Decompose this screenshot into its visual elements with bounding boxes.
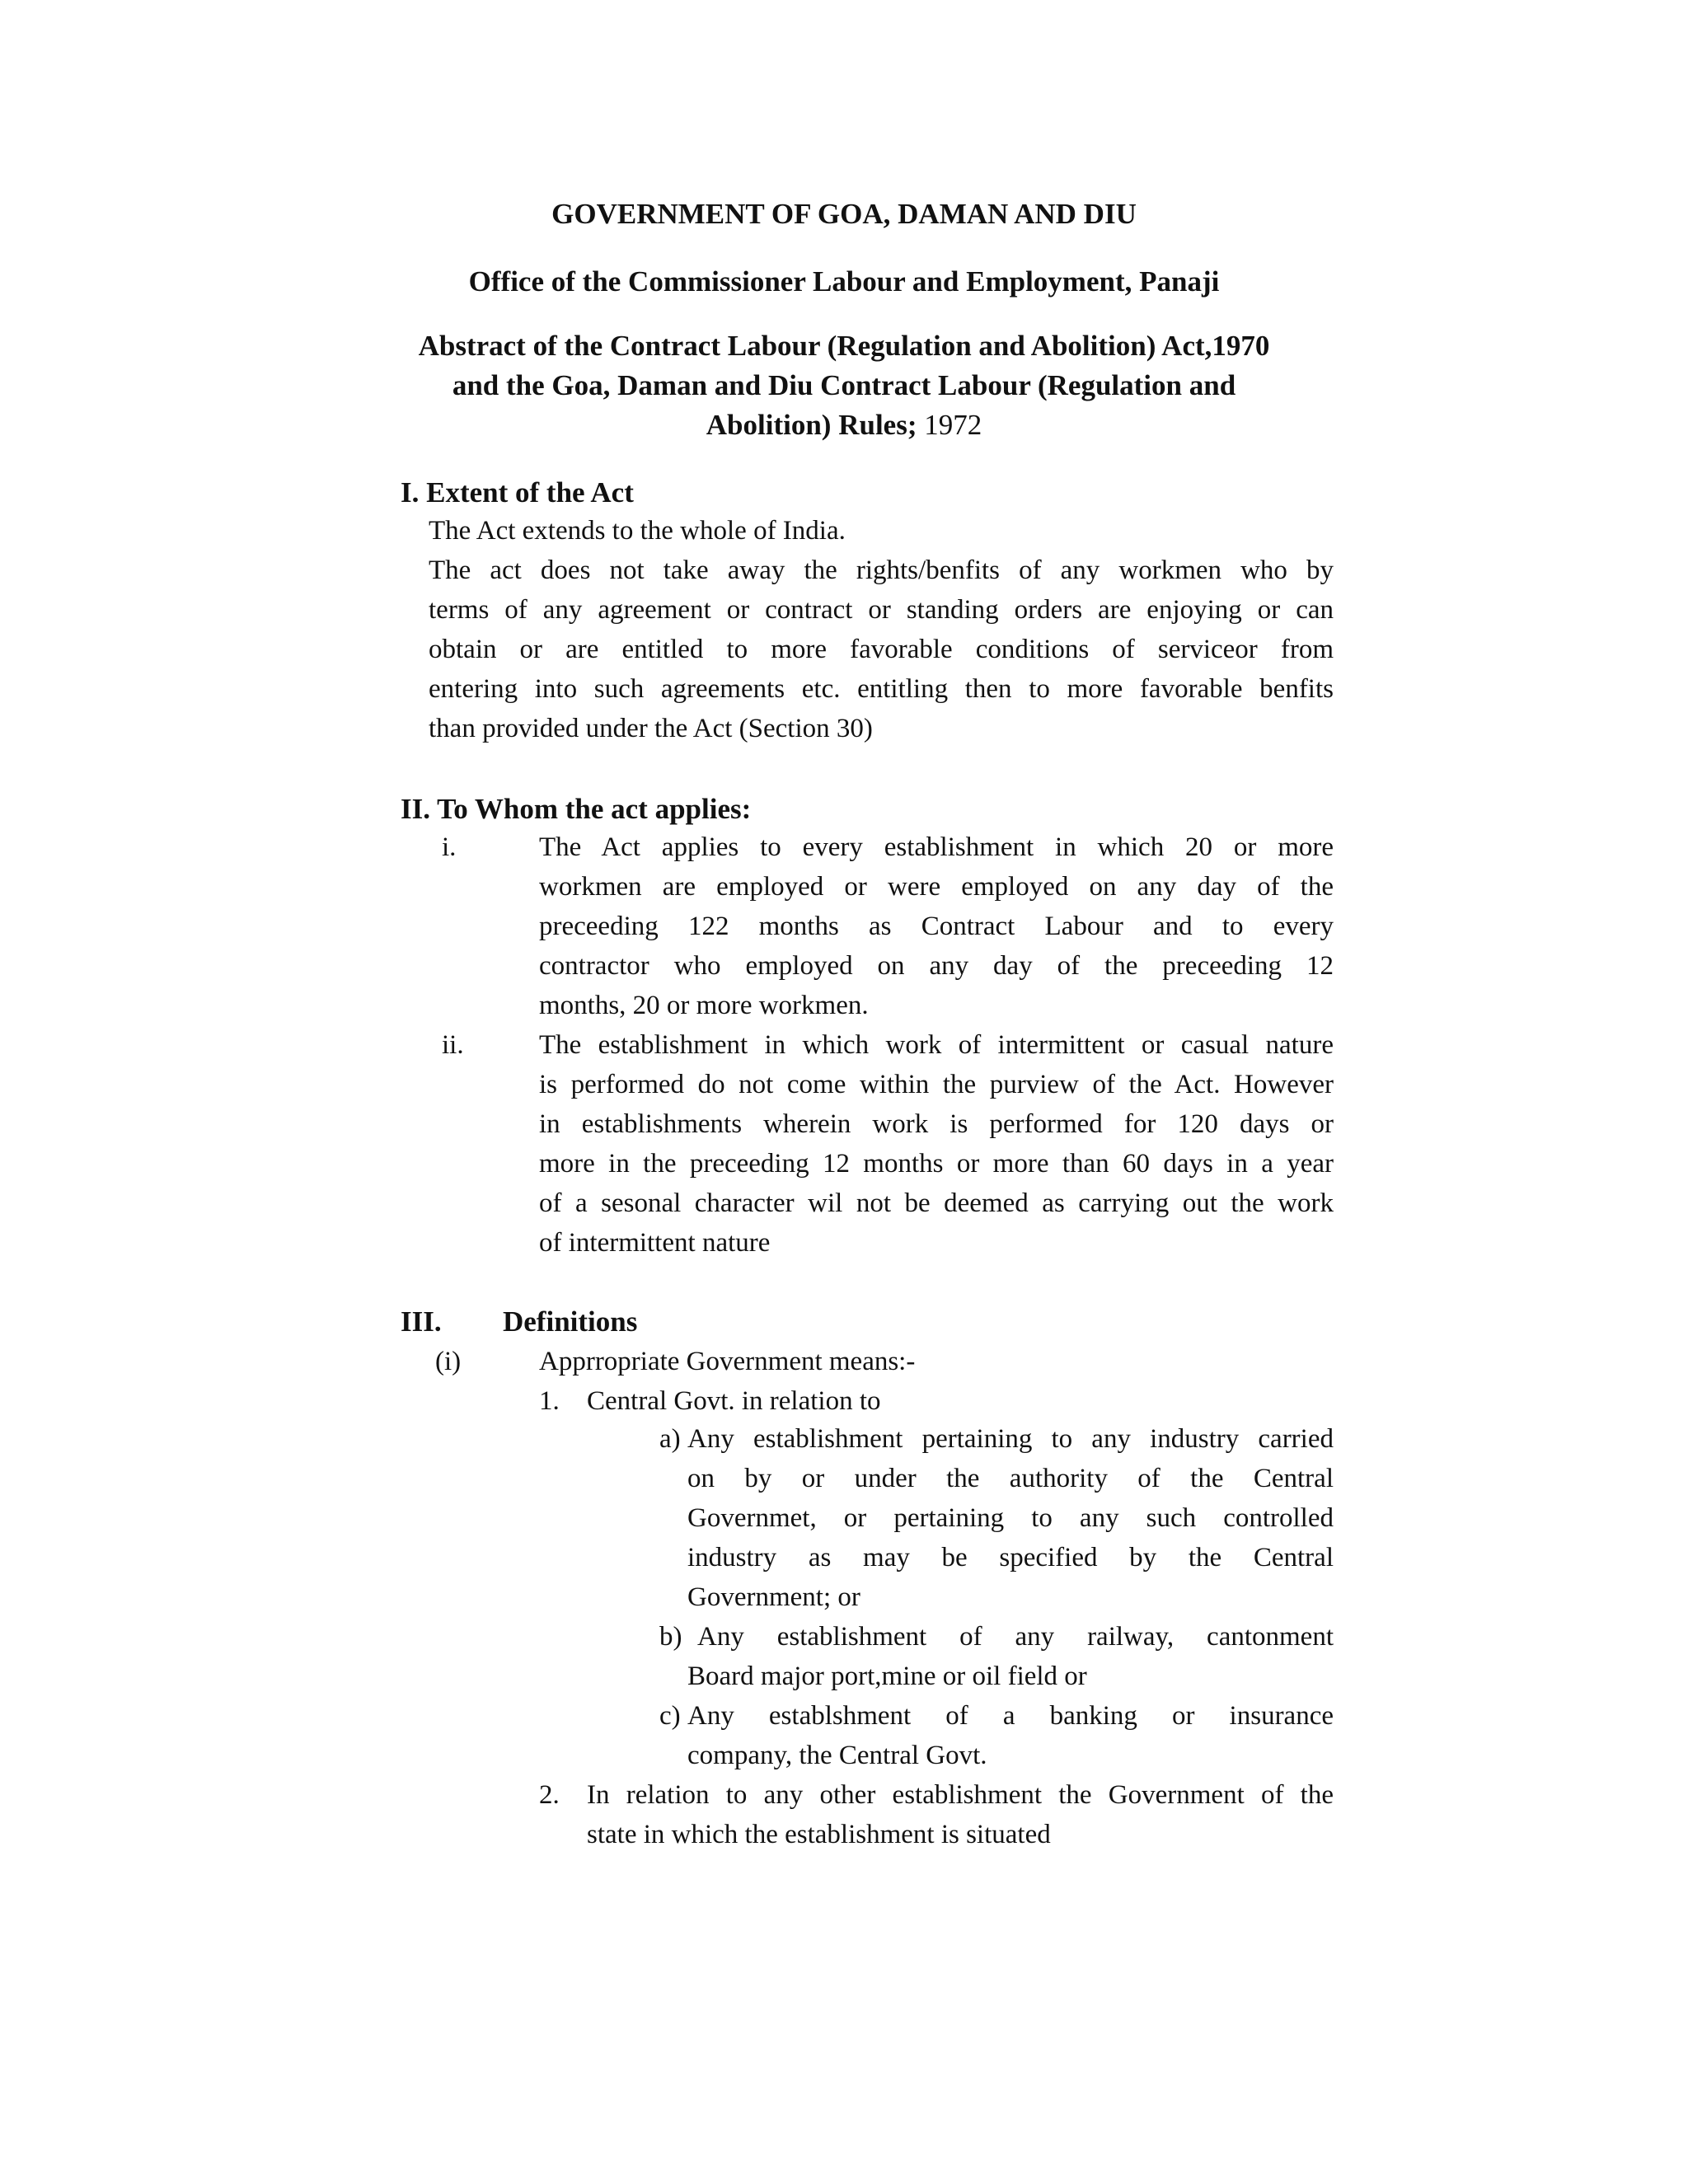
clause-line: company, the Central Govt. bbox=[687, 1741, 987, 1770]
clause-marker: c) bbox=[659, 1701, 681, 1731]
section-3-number: III. bbox=[401, 1305, 442, 1338]
abstract-year: 1972 bbox=[924, 409, 982, 441]
item-marker: ii. bbox=[442, 1030, 464, 1060]
item-line: in establishments wherein work is performed for 120 days or bbox=[539, 1109, 1334, 1139]
section-1-line: The Act extends to the whole of India. bbox=[429, 516, 846, 546]
clause-marker: a) bbox=[659, 1424, 681, 1454]
clause-line: Government; or bbox=[687, 1582, 860, 1612]
office-name: Office of the Commissioner Labour and Employment, Panaji bbox=[468, 265, 1220, 298]
item-line: The establishment in which work of intermittent or casual nature bbox=[539, 1030, 1334, 1060]
clause-marker: b) bbox=[659, 1622, 682, 1652]
clause-line: Board major port,mine or oil field or bbox=[687, 1661, 1087, 1691]
clause-line: on by or under the authority of the Central bbox=[687, 1464, 1334, 1493]
sub-marker: 2. bbox=[539, 1780, 560, 1810]
clause-line: Any establshment of a banking or insurance bbox=[687, 1701, 1334, 1731]
item-line: workmen are employed or were employed on any day of the bbox=[539, 872, 1334, 902]
abstract-line-3 bbox=[0, 405, 1688, 445]
item-line: preceeding 122 months as Contract Labour and to every bbox=[539, 912, 1334, 941]
clause-c bbox=[687, 1696, 1334, 1775]
clause-line: industry as may be specified by the Central bbox=[687, 1543, 1334, 1572]
item-marker: i. bbox=[442, 832, 457, 862]
item-line: The Act applies to every establishment in which 20 or more bbox=[539, 832, 1334, 862]
sub-line: In relation to any other establishment the Government of the bbox=[587, 1780, 1334, 1810]
section-1-heading: I. Extent of the Act bbox=[401, 476, 634, 509]
sub-marker: 1. bbox=[539, 1386, 560, 1416]
definition-text: Apprropriate Government means:- bbox=[539, 1347, 916, 1376]
item-line: months, 20 or more workmen. bbox=[539, 991, 869, 1020]
sub-line: state in which the establishment is situated bbox=[587, 1820, 1051, 1849]
abstract-line-1: Abstract of the Contract Labour (Regulation and Abolition) Act,1970 bbox=[418, 330, 1270, 362]
item-line: of intermittent nature bbox=[539, 1228, 771, 1258]
sub-text: Central Govt. in relation to bbox=[587, 1386, 881, 1416]
clause-line: Any establishment pertaining to any industry carried bbox=[687, 1424, 1334, 1454]
document-title: GOVERNMENT OF GOA, DAMAN AND DIU bbox=[551, 198, 1137, 230]
section-1-body bbox=[429, 511, 1334, 748]
abstract-heading bbox=[0, 326, 1688, 445]
item-line: more in the preceeding 12 months or more than 60 days in a year bbox=[539, 1149, 1334, 1179]
section-1-line: terms of any agreement or contract or standing orders are enjoying or can bbox=[429, 595, 1334, 625]
section-3-heading: Definitions bbox=[503, 1305, 638, 1338]
section-1-line: entering into such agreements etc. entitling then to more favorable benfits bbox=[429, 674, 1334, 704]
clause-line: Any establishment of any railway, cantonment bbox=[697, 1622, 1334, 1652]
abstract-line-2: and the Goa, Daman and Diu Contract Labour (Regulation and bbox=[452, 369, 1236, 401]
section-2-item-i bbox=[539, 827, 1334, 1025]
section-2-heading: II. To Whom the act applies: bbox=[401, 793, 752, 825]
section-2-item-ii bbox=[539, 1025, 1334, 1263]
sub-2 bbox=[587, 1775, 1334, 1854]
clause-line: Governmet, or pertaining to any such controlled bbox=[687, 1503, 1334, 1533]
definition-marker: (i) bbox=[435, 1347, 462, 1376]
abstract-rules: Abolition) Rules; bbox=[706, 409, 917, 441]
item-line: of a sesonal character wil not be deemed as carrying out the work bbox=[539, 1188, 1334, 1218]
section-1-line: obtain or are entitled to more favorable conditions of serviceor from bbox=[429, 635, 1334, 664]
section-1-line: than provided under the Act (Section 30) bbox=[429, 714, 873, 743]
clause-a bbox=[687, 1419, 1334, 1617]
item-line: contractor who employed on any day of the preceeding 12 bbox=[539, 951, 1334, 981]
clause-b bbox=[687, 1617, 1334, 1696]
section-1-line: The act does not take away the rights/benfits of any workmen who by bbox=[429, 555, 1334, 585]
item-line: is performed do not come within the purview of the Act. However bbox=[539, 1070, 1334, 1099]
